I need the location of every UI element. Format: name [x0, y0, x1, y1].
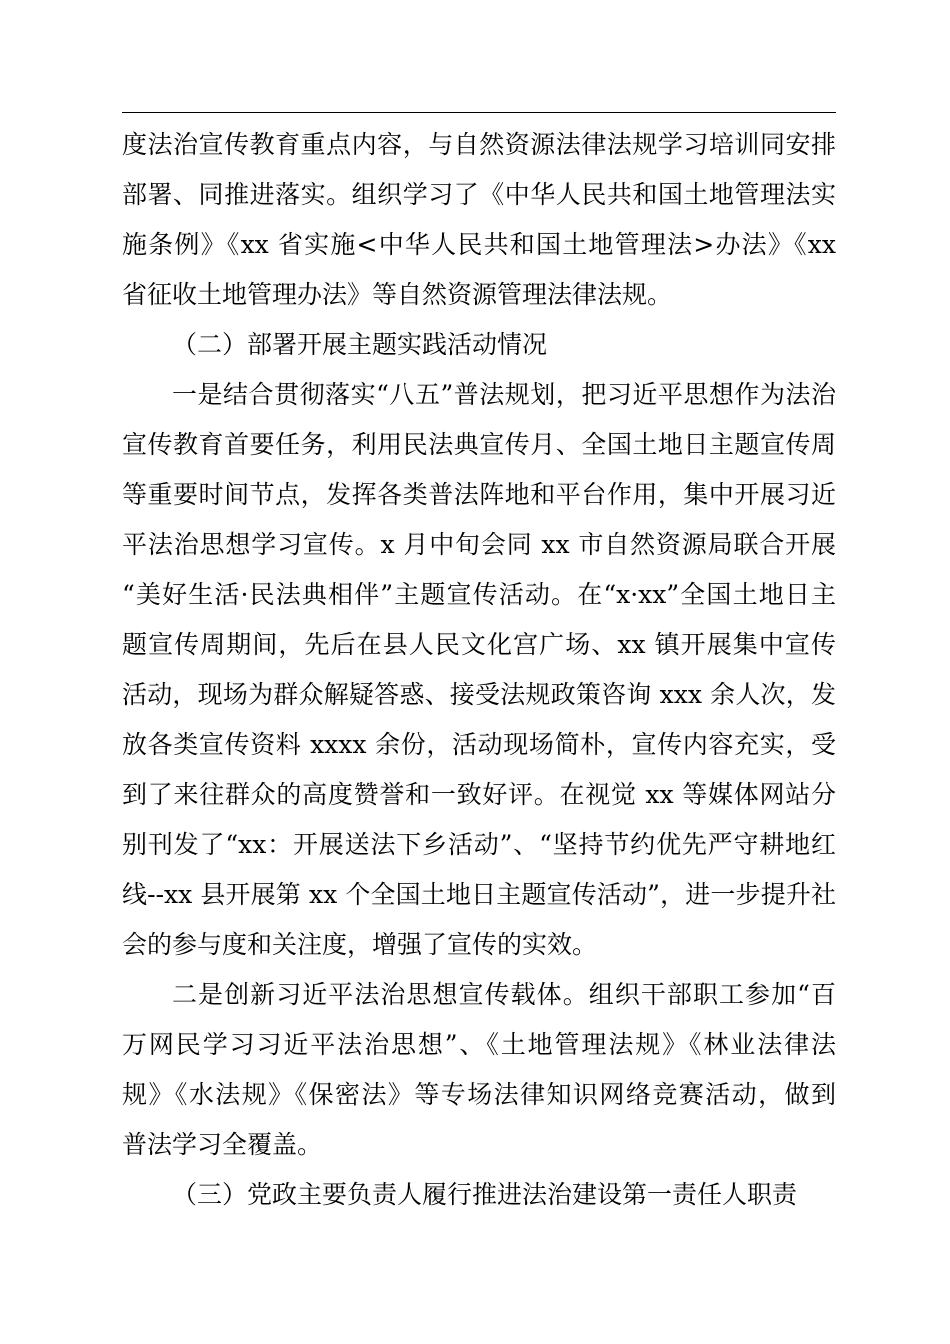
header-rule [122, 112, 836, 113]
paragraph-line: 到了来往群众的高度赞誉和一致好评。在视觉 xx 等媒体网站分 [122, 780, 836, 809]
paragraph-line: 活动，现场为群众解疑答惑、接受法规政策咨询 xxx 余人次，发 [122, 680, 836, 709]
paragraph-line: 普法学习全覆盖。 [122, 1130, 323, 1159]
paragraph-line: 规》《水法规》《保密法》等专场法律知识网络竞赛活动，做到 [122, 1080, 836, 1109]
paragraph-line: 部署、同推进落实。组织学习了《中华人民共和国土地管理法实 [122, 180, 836, 209]
section-heading-3: （三）党政主要负责人履行推进法治建设第一责任人职责 [172, 1180, 798, 1209]
paragraph-line: 会的参与度和关注度，增强了宣传的实效。 [122, 930, 598, 959]
paragraph-line: 平法治思想学习宣传。x 月中旬会同 xx 市自然资源局联合开展 [122, 530, 836, 559]
paragraph-line: “美好生活·民法典相伴”主题宣传活动。在“x·xx”全国土地日主 [122, 580, 836, 609]
paragraph-line: 万网民学习习近平法治思想”、《土地管理法规》《林业法律法 [122, 1030, 836, 1059]
paragraph-line: 等重要时间节点，发挥各类普法阵地和平台作用，集中开展习近 [122, 480, 836, 509]
section-heading-2: （二）部署开展主题实践活动情况 [172, 330, 548, 359]
paragraph-line: 施条例》《xx 省实施<中华人民共和国土地管理法>办法》《xx [122, 230, 836, 259]
paragraph-line: 省征收土地管理办法》等自然资源管理法律法规。 [122, 280, 673, 309]
paragraph-line: 线--xx 县开展第 xx 个全国土地日主题宣传活动”，进一步提升社 [122, 880, 836, 909]
paragraph-line: 放各类宣传资料 xxxx 余份，活动现场简朴，宣传内容充实，受 [122, 730, 836, 759]
paragraph-line: 宣传教育首要任务，利用民法典宣传月、全国土地日主题宣传周 [122, 430, 836, 459]
paragraph-line: 度法治宣传教育重点内容，与自然资源法律法规学习培训同安排 [122, 130, 836, 159]
paragraph-line: 一是结合贯彻落实“八五”普法规划，把习近平思想作为法治 [172, 380, 836, 409]
paragraph-line: 二是创新习近平法治思想宣传载体。组织干部职工参加“百 [172, 980, 836, 1009]
paragraph-line: 题宣传周期间，先后在县人民文化宫广场、xx 镇开展集中宣传 [122, 630, 836, 659]
document-body [122, 120, 836, 1220]
paragraph-line: 别刊发了“xx：开展送法下乡活动”、“坚持节约优先严守耕地红 [122, 830, 836, 859]
